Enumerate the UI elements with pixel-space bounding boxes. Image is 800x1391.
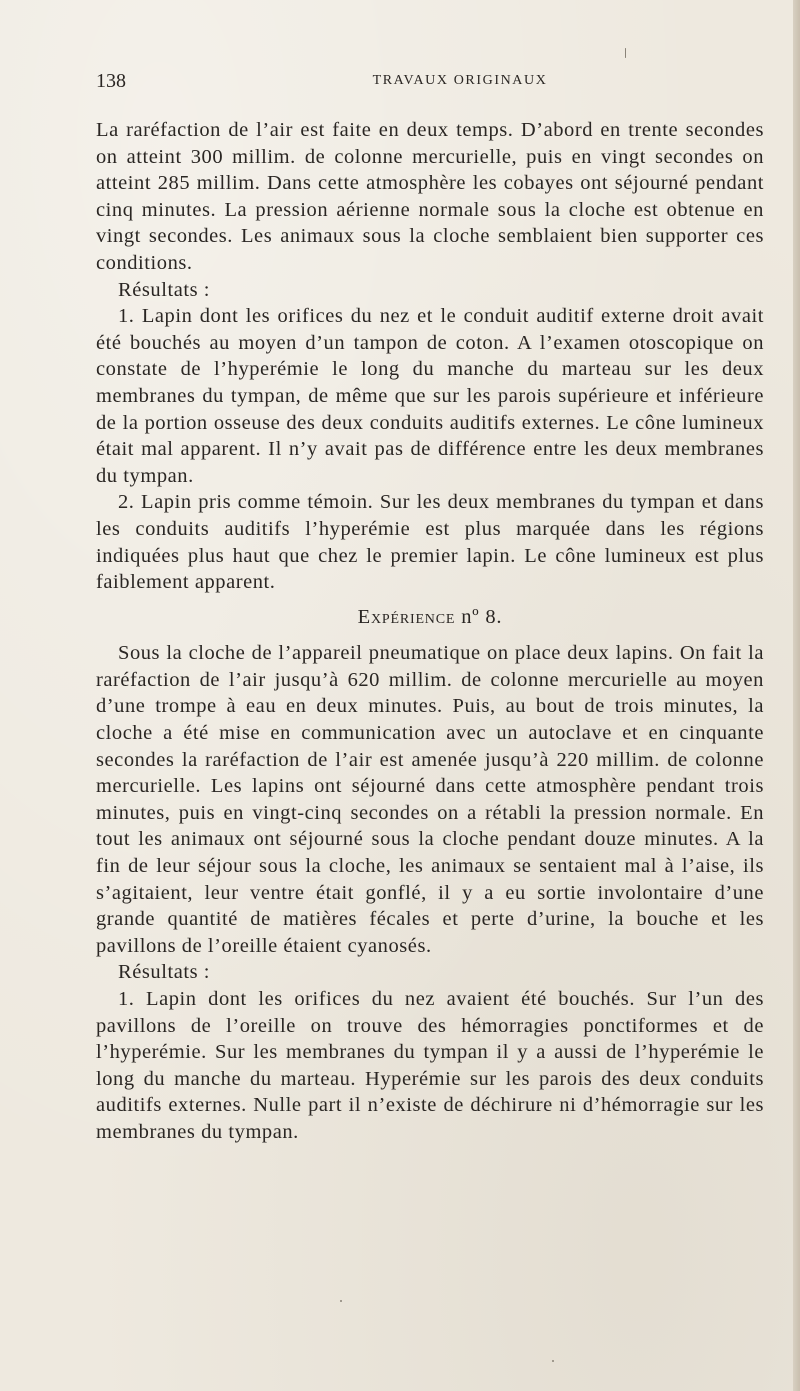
page-number: 138 — [96, 70, 126, 92]
result-item-3: 1. Lapin dont les orifices du nez avaient été bouchés. Sur l’un des pavillons de l’oreille on trouve des hémorragies ponctiformes et de l’hyperémie. Sur les membranes du tympan il y a aussi de l’hyperémie le long du manche du marteau. Hyperémie sur les parois des deux conduits auditifs externes. Nulle part il n’existe de déchirure ni d’hémorragie sur les membranes du tympan. — [96, 988, 764, 1143]
page-speck — [340, 1300, 342, 1302]
page-header — [96, 70, 764, 100]
results-label-2: Résultats : — [118, 961, 211, 984]
page-speck — [625, 48, 626, 58]
body-text — [96, 117, 764, 1146]
experiment-heading-number: nº 8. — [461, 605, 503, 628]
result-item-2: 2. Lapin pris comme témoin. Sur les deux membranes du tympan et dans les conduits auditifs l’hyperémie est plus marquée dans les régions indiquées plus haut que chez le premier lapin. Le cône lumineux est plus faiblement apparent. — [96, 491, 764, 594]
paragraph-rarefaction: La raréfaction de l’air est faite en deux temps. D’abord en trente secondes on atteint 300 millim. de colonne mercurielle, puis en vingt secondes on atteint 285 millim. Dans cette atmosphère les cobayes ont séjourné pendant cinq minutes. La pression aérienne normale sous la cloche est obtenue en vingt secondes. Les animaux sous la cloche semblaient bien supporter ces conditions. — [96, 119, 764, 274]
running-head: TRAVAUX ORIGINAUX — [372, 73, 548, 88]
experiment-heading — [96, 604, 764, 631]
page-speck — [552, 1360, 554, 1362]
page-edge — [793, 0, 800, 1391]
results-label-1: Résultats : — [118, 278, 211, 301]
paragraph-experiment-8: Sous la cloche de l’appareil pneumatique on place deux lapins. On fait la raréfaction de l’air jusqu’à 620 millim. de colonne mercurielle au moyen d’une trompe à eau en deux minutes. Puis, au bout de trois minutes, la cloche a été mise en communication avec un autoclave et en cinquante secondes la raréfaction de l’air est amenée jusqu’à 220 millim. de colonne mercurielle. Les lapins ont séjourné dans cette atmosphère pendant trois minutes, puis en vingt-cinq secondes on a rétabli la pression normale. En tout les animaux ont séjourné sous la cloche pendant douze minutes. A la fin de leur séjour sous la cloche, les animaux se sentaient mal à l’aise, ils s’agitaient, leur ventre était gonflé, il y a eu sortie involontaire d’une grande quantité de matières fécales et perte d’urine, la bouche et les pavillons de l’oreille étaient cyanosés. — [96, 642, 764, 957]
result-item-1: 1. Lapin dont les orifices du nez et le conduit auditif externe droit avait été bouchés au moyen d’un tampon de coton. A l’examen otoscopique on constate de l’hyperémie le long du manche du marteau sur les deux membranes du tympan, de même que sur les parois supérieure et inférieure de la portion osseuse des deux conduits auditifs externes. Le cône lumineux était mal apparent. Il n’y avait pas de différence entre les deux membranes du tympan. — [96, 305, 764, 487]
experiment-heading-label: Expérience — [357, 605, 456, 628]
